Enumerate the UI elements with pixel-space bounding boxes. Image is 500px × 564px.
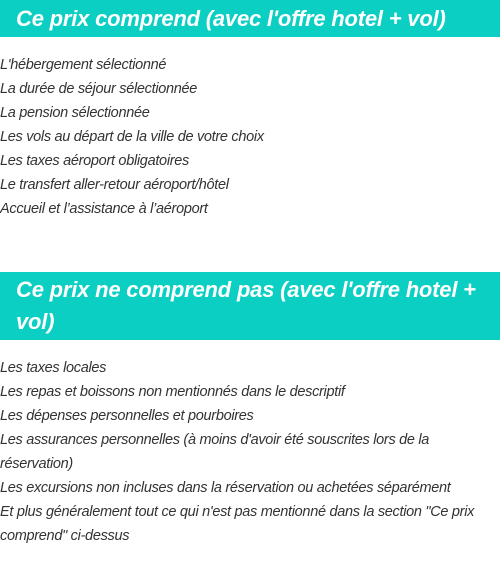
excluded-item: Les dépenses personnelles et pourboires [0,408,254,424]
excluded-section-title: Ce prix ne comprend pas (avec l'offre hotel + vol) [0,272,500,340]
excluded-items-list [0,356,496,548]
included-item: Les vols au départ de la ville de votre choix [0,129,264,145]
included-items-list [0,53,496,221]
included-item: La pension sélectionnée [0,105,150,121]
included-item: Le transfert aller-retour aéroport/hôtel [0,177,229,193]
included-section-title: Ce prix comprend (avec l'offre hotel + vol) [0,0,500,37]
included-item: La durée de séjour sélectionnée [0,81,198,97]
included-item: Les taxes aéroport obligatoires [0,153,189,169]
excluded-item: Les assurances personnelles (à moins d'avoir été souscrites lors de la réservation) [0,432,430,472]
excluded-item: Les repas et boissons non mentionnés dans le descriptif [0,384,345,400]
included-item: L'hébergement sélectionné [0,57,167,73]
excluded-item: Les excursions non incluses dans la réservation ou achetées séparément [0,480,451,496]
excluded-item: Les taxes locales [0,360,107,376]
excluded-item: Et plus généralement tout ce qui n'est pas mentionné dans la section "Ce prix comprend" ci-dessus [0,504,475,544]
included-item: Accueil et l’assistance à l’aéroport [0,201,208,217]
